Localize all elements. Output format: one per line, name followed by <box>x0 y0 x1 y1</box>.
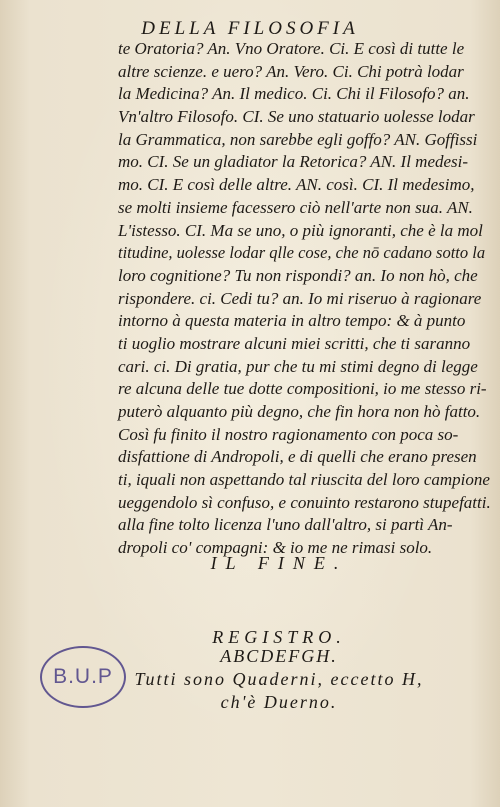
text-line: altre scienze. e uero? An. Vero. Ci. Chi potrà lodar <box>118 61 464 81</box>
text-line: la Medicina? An. Il medico. Ci. Chi il Filosofo? an. <box>118 84 470 104</box>
text-line: L'istesso. CI. Ma se uno, o più ignoranti, che è la mol <box>118 220 483 240</box>
text-line: te Oratoria? An. Vno Oratore. Ci. E così di tutte le <box>118 39 465 58</box>
text-line: ueggendolo sì confuso, e conuinto restarono stupefatti. <box>118 492 491 512</box>
text-line: dropoli co' compagni: & io me ne rimasi solo. <box>118 538 433 558</box>
text-line: mo. CI. Se un gladiator la Retorica? AN. Il medesi- <box>118 152 469 172</box>
text-line: ti uoglio mostrare alcuni miei scritti, che ti saranno <box>118 333 471 353</box>
registro-note-line: ch'è Duerno. <box>220 692 338 712</box>
body-text <box>118 38 492 560</box>
text-line: alla fine tolto licenza l'uno dall'altro, si partì An- <box>118 515 453 535</box>
text-line: ti, iquali non aspettando tal riuscita del loro campione <box>118 470 490 490</box>
library-stamp: B.U.P <box>40 646 126 708</box>
text-line: disfattione di Andropoli, e di quelli che erano presen <box>118 447 477 467</box>
text-line: la Grammatica, non sarebbe egli goffo? AN. Goffissi <box>118 129 478 149</box>
text-line: cari. ci. Di gratia, pur che tu mi stimi degno di legge <box>118 356 478 376</box>
text-line: Vn'altro Filosofo. CI. Se uno statuario uolesse lodar <box>118 107 475 127</box>
running-header: DELLA FILOSOFIA <box>141 18 359 39</box>
registro-heading: REGISTRO. <box>212 627 346 647</box>
registro-note-line: Tutti sono Quaderni, eccetto H, <box>134 669 424 689</box>
text-line: mo. CI. E così delle altre. AN. così. CI. Il medesimo, <box>118 175 475 195</box>
text-line: re alcuna delle tue dotte compositioni, io me stesso ri- <box>118 379 487 399</box>
text-line: Così fu finito il nostro ragionamento con poca so- <box>118 424 459 444</box>
text-line: se molti insieme facessero ciò nell'arte non sua. AN. <box>118 197 473 217</box>
text-line: loro cognitione? Tu non rispondi? an. Io non hò, che <box>118 265 478 285</box>
text-line: titudine, uolesse lodar qlle cose, che nō cadano sotto la <box>118 243 486 263</box>
colophon-ende: IL FINE. <box>210 553 348 573</box>
registro-signatures: ABCDEFGH. <box>220 646 338 666</box>
text-line: intorno à questa materia in altro tempo: & à punto <box>118 311 466 331</box>
text-line: rispondere. ci. Cedi tu? an. Io mi riseruo à ragionare <box>118 288 482 308</box>
text-line: puterò alquanto più degno, che fin hora non hò fatto. <box>118 402 481 421</box>
